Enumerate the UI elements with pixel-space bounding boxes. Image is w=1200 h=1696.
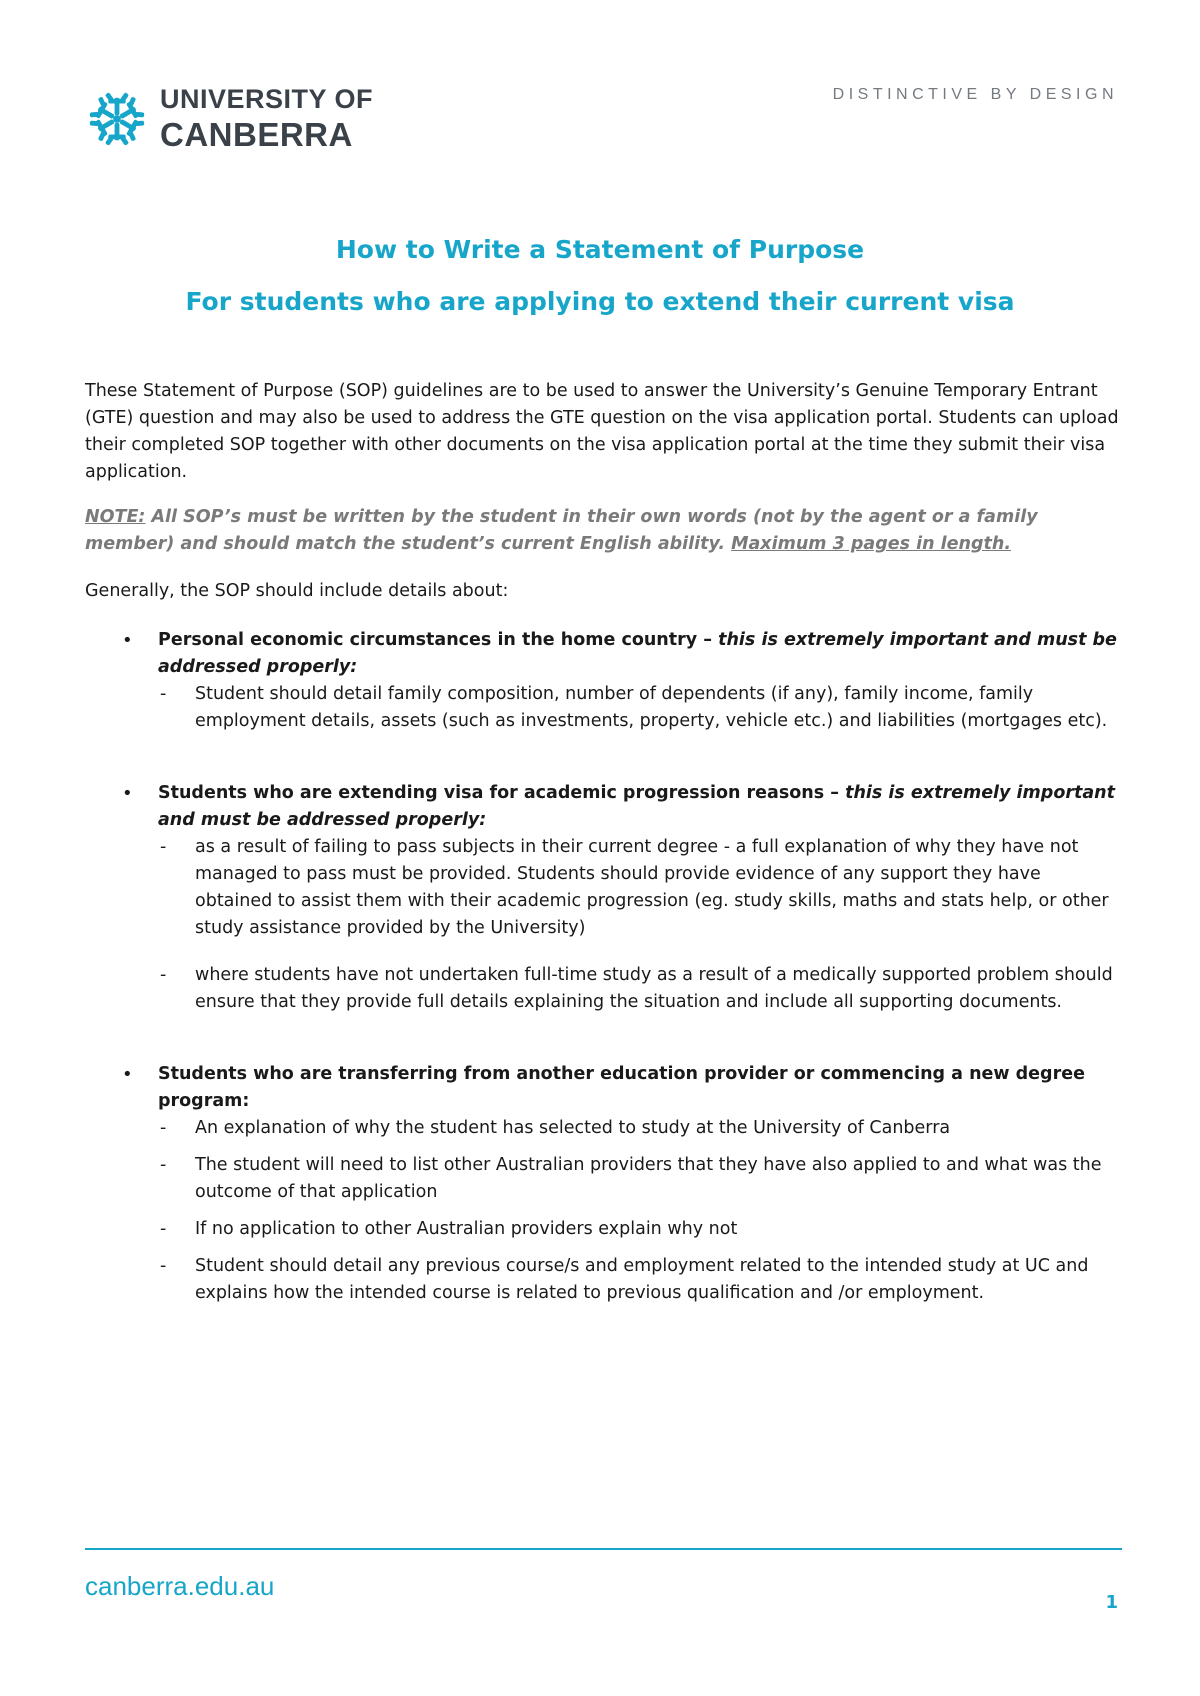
sections-list: [85, 627, 1122, 1307]
section-heading-emphasis: this is extremely important and must be addressed properly:: [158, 783, 1115, 830]
logo-line-2: CANBERRA: [160, 116, 353, 153]
list-item: - Student should detail family composition, number of dependents (if any), family income, family employment details, assets (such as investments, property, vehicle etc.) and liabilities (mortgages etc).: [158, 681, 1122, 735]
section-heading: [158, 1061, 1122, 1115]
footer-url[interactable]: canberra.edu.au: [85, 1571, 275, 1601]
note-paragraph: [85, 504, 1122, 558]
title-block: [0, 233, 1200, 319]
university-logo-icon: [88, 90, 146, 148]
university-logo: [88, 86, 373, 151]
section-heading-text: Personal economic circumstances in the home country –: [158, 630, 719, 650]
document-subtitle: For students who are applying to extend their current visa: [185, 287, 1015, 316]
list-item: - Student should detail any previous course/s and employment related to the intended study at UC and explains how the intended course is related to previous qualification and /or employment.: [158, 1253, 1122, 1307]
document-title: How to Write a Statement of Purpose: [335, 235, 865, 264]
tagline: DISTINCTIVE BY DESIGN: [832, 86, 1118, 103]
section-academic: [85, 780, 1122, 1016]
section-items: [158, 681, 1122, 735]
list-item: - where students have not undertaken full-time study as a result of a medically supported problem should ensure that they provide full details explaining the situation and include all supporting documents.: [158, 962, 1122, 1016]
section-heading: [158, 627, 1122, 681]
note-text: All SOP’s must be written by the student in their own words (not by the agent or a family member) and should match the student’s current English ability.: [85, 507, 1038, 554]
logo-line-1: UNIVERSITY OF: [160, 84, 374, 114]
document-body: [85, 378, 1122, 1307]
list-item: - An explanation of why the student has selected to study at the University of Canberra: [158, 1115, 1122, 1142]
intro-paragraph: These Statement of Purpose (SOP) guidelines are to be used to answer the University’s Genuine Temporary Entrant (GTE) question and may also be used to address the GTE question on the visa application portal. Students can upload their completed SOP together with other documents on the visa application portal at the time they submit their visa application.: [85, 381, 1119, 482]
section-economic: [85, 627, 1122, 735]
section-heading-text: Students who are transferring from another education provider or commencing a new degree program:: [158, 1064, 1085, 1111]
list-item: - The student will need to list other Australian providers that they have also applied to and what was the outcome of that application: [158, 1152, 1122, 1206]
section-heading-emphasis: this is extremely important and must be addressed properly:: [158, 630, 1117, 677]
list-item: - as a result of failing to pass subjects in their current degree - a full explanation of why they have not managed to pass must be provided. Students should provide evidence of any support they have obtained to assist them with their academic progression (eg. study skills, maths and stats help, or other study assistance provided by the University): [158, 834, 1122, 942]
section-items: [158, 1115, 1122, 1307]
footer-divider: [85, 1548, 1122, 1550]
list-item: - If no application to other Australian providers explain why not: [158, 1216, 1122, 1243]
section-heading-text: Students who are extending visa for academic progression reasons –: [158, 783, 846, 803]
note-label: NOTE:: [85, 507, 146, 527]
section-heading: [158, 780, 1122, 834]
generally-intro: Generally, the SOP should include details about:: [85, 581, 509, 601]
logo-wordmark: [160, 86, 373, 151]
section-transferring: [85, 1061, 1122, 1307]
page-number: 1: [1105, 1592, 1118, 1613]
section-items: [158, 834, 1122, 1016]
note-max-length: Maximum 3 pages in length.: [731, 534, 1011, 554]
